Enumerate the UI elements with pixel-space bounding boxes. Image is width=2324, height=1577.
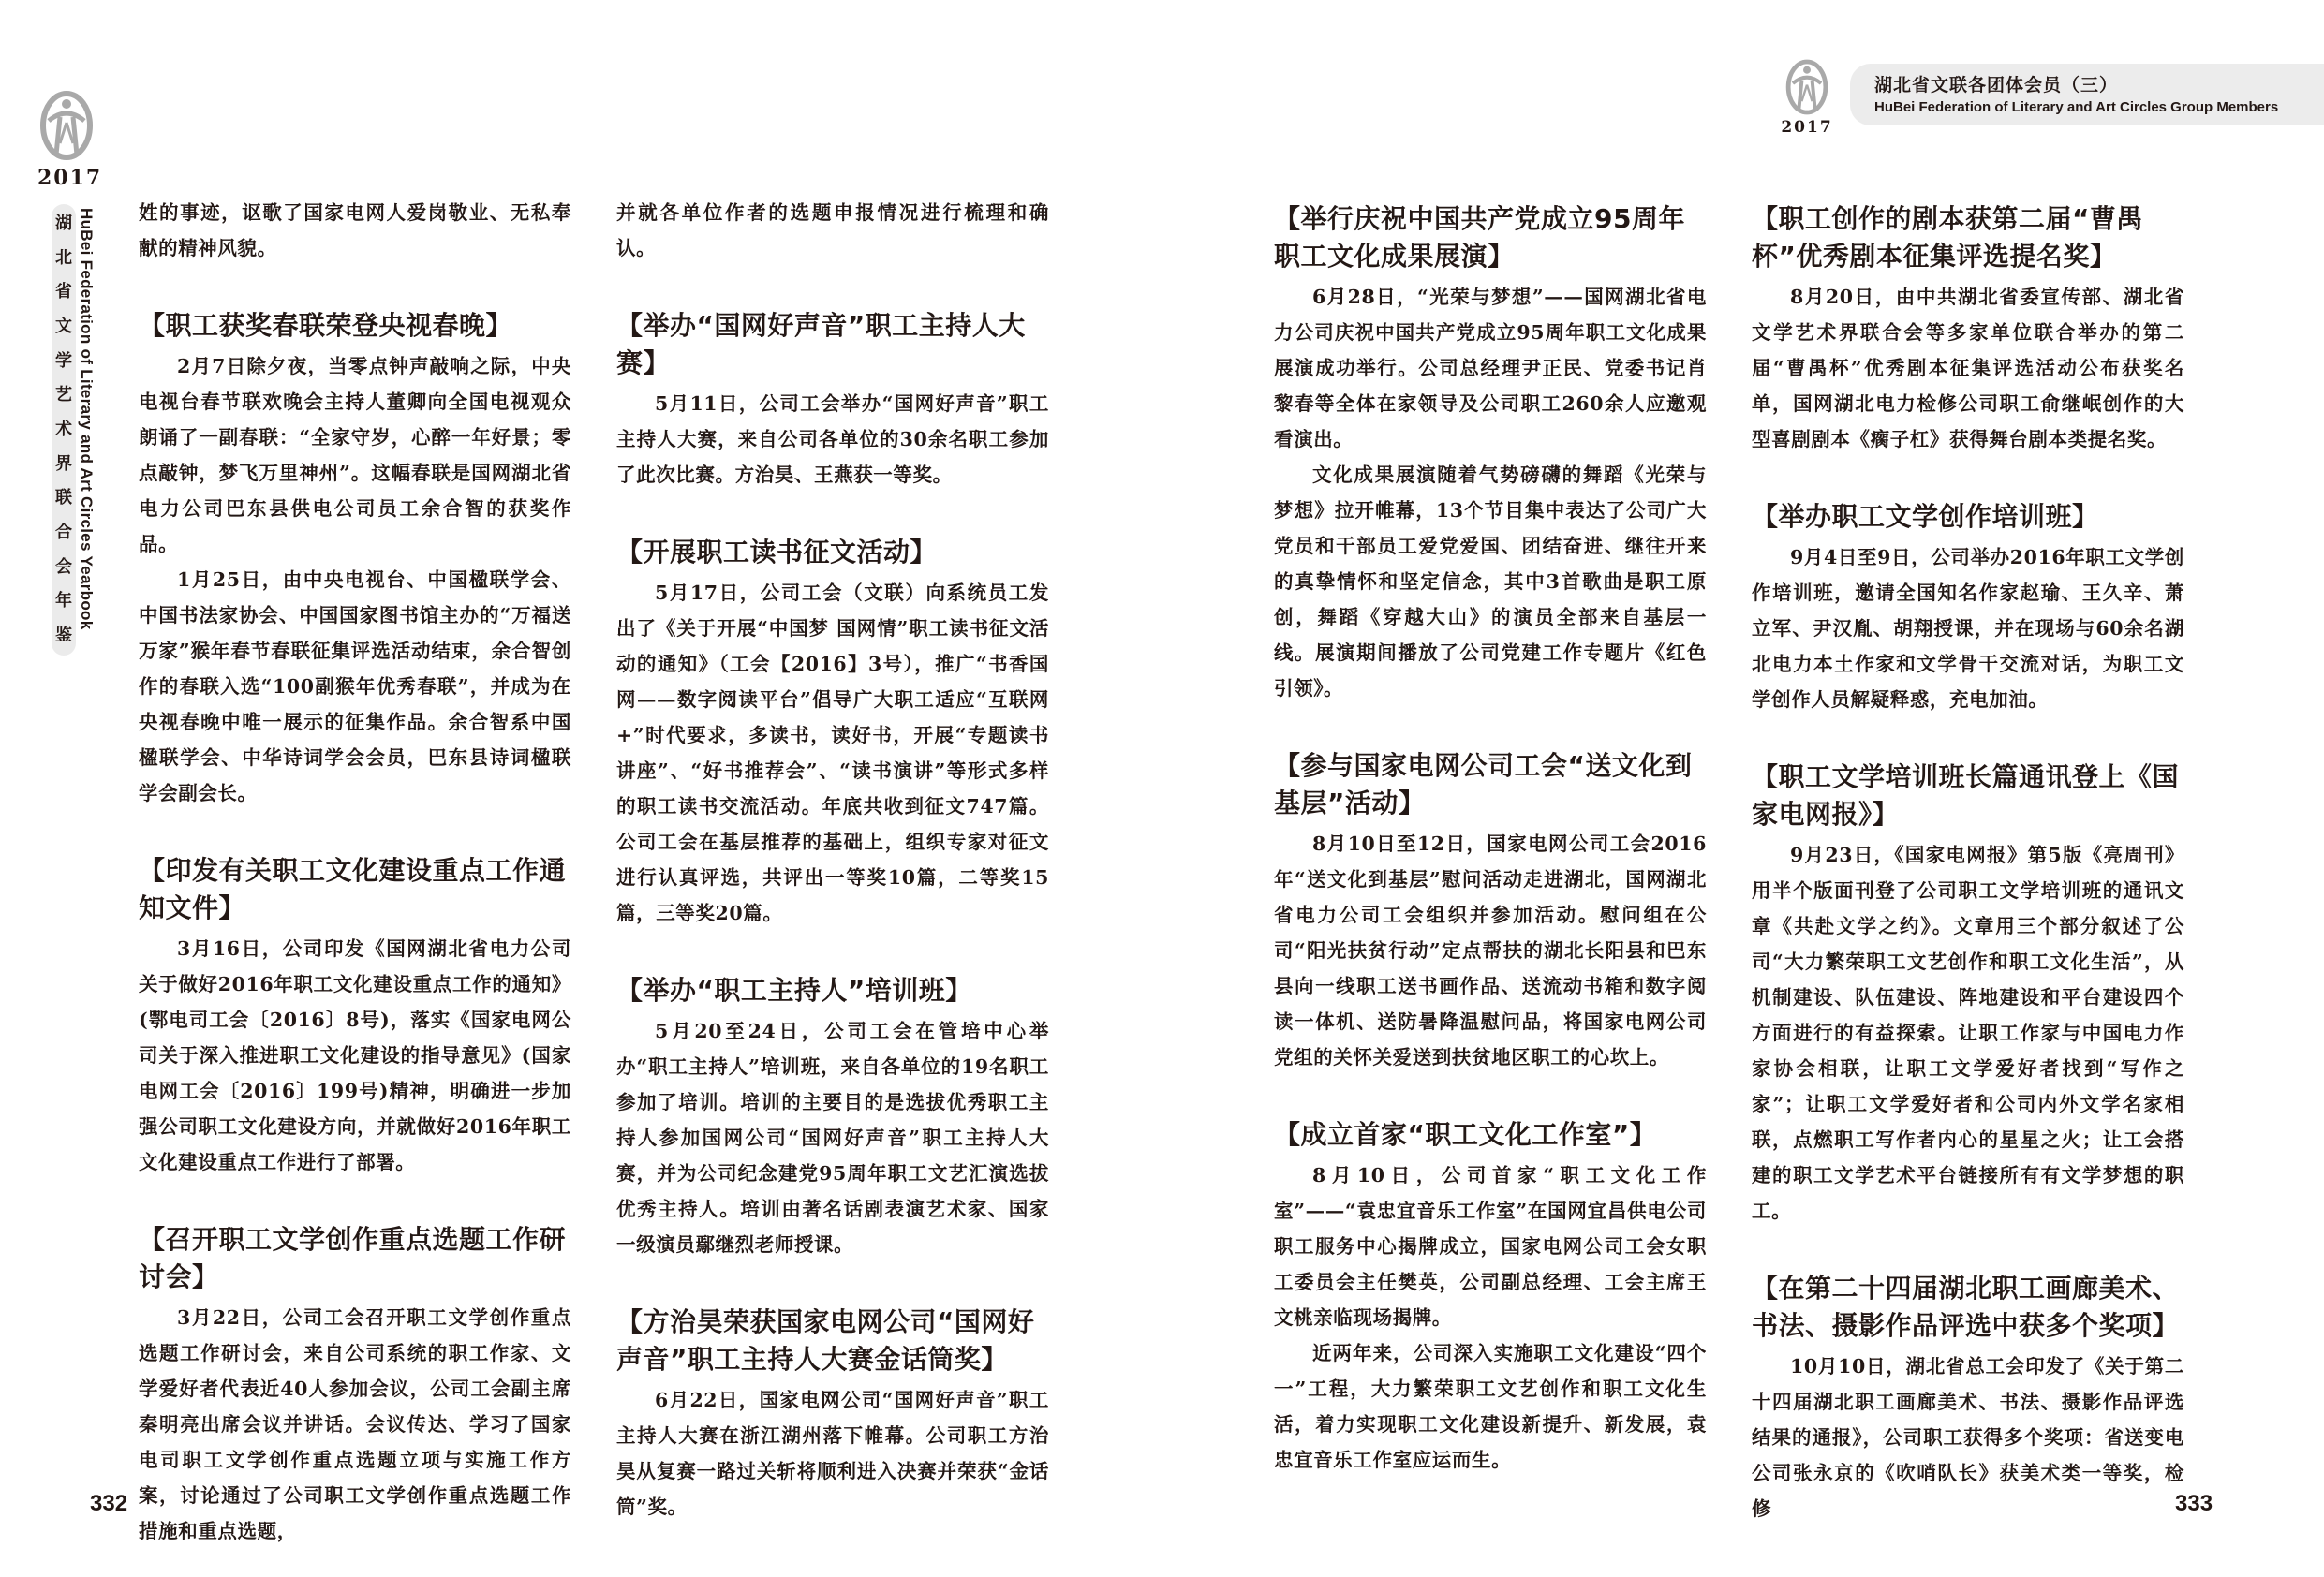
page-number: 332 xyxy=(90,1491,128,1516)
left-column-1 xyxy=(139,195,571,1549)
sidebar-char: 合 xyxy=(55,522,72,542)
article-paragraph: 9月23日，《国家电网报》第5版《亮周刊》用半个版面刊登了公司职工文学培训班的通讯文章《共赴文学之约》。文章用三个部分叙述了公司“大力繁荣职工文艺创作和职工文化生活”，从机制建设、队伍建设、阵地建设和平台建设四个方面进行的有益探索。让职工作家与中国电力作家协会相联，让职工文学爱好者找到“写作之家”；让职工文学爱好者和公司内外文学名家相联，点燃职工写作者内心的星星之火；让工会搭建的职工文学艺术平台链接所有有文学梦想的职工。 xyxy=(1752,844,2184,1222)
article-heading: 【方治昊荣获国家电网公司“国网好声音”职工主持人大赛金话筒奖】 xyxy=(616,1306,1035,1375)
article-paragraph: 10月10日，湖北省总工会印发了《关于第二十四届湖北职工画廊美术、书法、摄影作品评选结果的通报》，公司职工获得多个奖项：省送变电公司张永京的《吹哨队长》获美术类一等奖，检修 xyxy=(1752,1355,2184,1520)
yearbook-vertical-title-zh xyxy=(52,204,76,656)
sidebar-char: 文 xyxy=(55,316,72,336)
article-heading: 【职工文学培训班长篇通讯登上《国家电网报》】 xyxy=(1752,761,2180,830)
article-paragraph: 3月16日，公司印发《国网湖北省电力公司关于做好2016年职工文化建设重点工作的通知》(鄂电司工会〔2016〕8号)，落实《国家电网公司关于深入推进职工文化建设的指导意见》(国家电网工会〔2016〕199号)精神，明确进一步加强公司职工文化建设方向，并就做好2016年职工文化建设重点工作进行了部署。 xyxy=(139,937,571,1173)
article-paragraph: 6月28日，“光荣与梦想”——国网湖北省电力公司庆祝中国共产党成立95周年职工文化成果展演成功举行。公司总经理尹正民、党委书记肖黎春等全体在家领导及公司职工260余人应邀观看演出。 xyxy=(1274,286,1707,450)
article-heading: 【召开职工文学创作重点选题工作研讨会】 xyxy=(139,1224,567,1292)
sidebar-char: 艺 xyxy=(55,385,72,405)
article-heading: 【举办职工文学创作培训班】 xyxy=(1752,501,2099,532)
sidebar-char: 年 xyxy=(55,591,72,612)
article-paragraph: 近两年来，公司深入实施职工文化建设“四个一”工程，大力繁荣职工文艺创作和职工文化生活，着力实现职工文化建设新提升、新发展，袁忠宜音乐工作室应运而生。 xyxy=(1274,1342,1707,1471)
article-paragraph: 5月11日，公司工会举办“国网好声音”职工主持人大赛，来自公司各单位的30余名职工参加了此次比赛。方治昊、王燕获一等奖。 xyxy=(616,392,1049,486)
article-heading: 【举办“国网好声音”职工主持人大赛】 xyxy=(616,310,1026,378)
yearbook-vertical-title-en: HuBei Federation of Literary and Art Circles Yearbook xyxy=(78,208,96,630)
article-paragraph: 1月25日，由中央电视台、中国楹联学会、中国书法家协会、中国国家图书馆主办的“万福送万家”猴年春节春联征集评选活动结束，余合智创作的春联入选“100副猴年优秀春联”，并成为在央视春晚中唯一展示的征集作品。余合智系中国楹联学会、中华诗词学会会员，巴东县诗词楹联学会副会长。 xyxy=(139,568,571,804)
sidebar-char: 联 xyxy=(55,488,72,508)
sidebar-char: 北 xyxy=(55,247,72,268)
logo-year: 2017 xyxy=(1781,118,1833,137)
section-header xyxy=(1850,64,2324,125)
article-paragraph: 6月22日，国家电网公司“国网好声音”职工主持人大赛在浙江湖州落下帷幕。公司职工方治昊从复赛一路过关斩将顺利进入决赛并荣获“金话筒”奖。 xyxy=(616,1389,1049,1518)
logo-year: 2017 xyxy=(37,166,103,190)
article-paragraph: 文化成果展演随着气势磅礴的舞蹈《光荣与梦想》拉开帷幕，13个节目集中表达了公司广大党员和干部员工爱党爱国、团结奋进、继往开来的真挚情怀和坚定信念，其中3首歌曲是职工原创，舞蹈《穿越大山》的演员全部来自基层一线。展演期间播放了公司党建工作专题片《红色引领》。 xyxy=(1274,464,1707,700)
right-column-2 xyxy=(1752,195,2184,1526)
article-heading: 【印发有关职工文化建设重点工作通知文件】 xyxy=(139,855,567,923)
article-paragraph: 8月20日，由中共湖北省委宣传部、湖北省文学艺术界联合会等多家单位联合举办的第二届“曹禺杯”优秀剧本征集评选活动公布获奖名单，国网湖北电力检修公司职工俞继岷创作的大型喜剧剧本《瘸子杠》获得舞台剧本类提名奖。 xyxy=(1752,286,2184,450)
sidebar-char: 鉴 xyxy=(55,625,72,645)
article-heading: 【参与国家电网公司工会“送文化到基层”活动】 xyxy=(1274,750,1693,818)
article-paragraph: 并就各单位作者的选题申报情况进行梳理和确认。 xyxy=(616,201,1049,259)
article-paragraph: 3月22日，公司工会召开职工文学创作重点选题工作研讨会，来自公司系统的职工作家、文学爱好者代表近40人参加会议，公司工会副主席秦明亮出席会议并讲话。会议传达、学习了国家电司职工文学创作重点选题立项与实施工作方案，讨论通过了公司职工文学创作重点选题工作措施和重点选题， xyxy=(139,1306,571,1542)
article-heading: 【职工获奖春联荣登央视春晚】 xyxy=(139,310,513,341)
article-heading: 【职工创作的剧本获第二届“曹禺杯”优秀剧本征集评选提名奖】 xyxy=(1752,203,2143,272)
article-heading: 【成立首家“职工文化工作室”】 xyxy=(1274,1119,1657,1150)
sidebar-char: 省 xyxy=(55,282,72,302)
article-heading: 【举办“职工主持人”培训班】 xyxy=(616,975,972,1006)
left-column-2 xyxy=(616,195,1049,1525)
federation-logo xyxy=(1781,58,1833,137)
article-paragraph: 5月20至24日，公司工会在管培中心举办“职工主持人”培训班，来自各单位的19名职工参加了培训。培训的主要目的是选拔优秀职工主持人参加国网公司“国网好声音”职工主持人大赛，并为公司纪念建党95周年职工文艺汇演选拔优秀主持人。培训由著名话剧表演艺术家、国家一级演员鄢继烈老师授课。 xyxy=(616,1020,1049,1256)
article-heading: 【开展职工读书征文活动】 xyxy=(616,537,938,567)
article-heading: 【举行庆祝中国共产党成立95周年职工文化成果展演】 xyxy=(1274,203,1685,272)
section-title-zh: 湖北省文联各团体会员（三） xyxy=(1874,75,2119,96)
article-paragraph: 2月7日除夕夜，当零点钟声敲响之际，中央电视台春节联欢晚会主持人董卿向全国电视观众朗诵了一副春联：“全家守岁，心醉一年好景；零点敲钟，梦飞万里神州”。这幅春联是国网湖北省电力公司巴东县供电公司员工余合智的获奖作品。 xyxy=(139,355,571,555)
federation-emblem-icon xyxy=(1784,58,1830,116)
page-number: 333 xyxy=(2175,1491,2213,1516)
federation-emblem-icon xyxy=(39,89,94,162)
article-paragraph: 9月4日至9日，公司举办2016年职工文学创作培训班，邀请全国知名作家赵瑜、王久辛、萧立军、尹汉胤、胡翔授课，并在现场与60余名湖北电力本土作家和文学骨干交流对话，为职工文学创作人员解疑释惑，充电加油。 xyxy=(1752,546,2184,711)
sidebar-char: 会 xyxy=(55,556,72,577)
article-paragraph: 姓的事迹，讴歌了国家电网人爱岗敬业、无私奉献的精神风貌。 xyxy=(139,201,571,259)
sidebar-char: 界 xyxy=(55,453,72,474)
article-heading: 【在第二十四届湖北职工画廊美术、书法、摄影作品评选中获多个奖项】 xyxy=(1752,1273,2180,1341)
right-page xyxy=(1162,0,2324,1577)
article-paragraph: 8月10日至12日，国家电网公司工会2016年“送文化到基层”慰问活动走进湖北，国网湖北省电力公司工会组织并参加活动。慰问组在公司“阳光扶贫行动”定点帮扶的湖北长阳县和巴东县向一线职工送书画作品、送流动书箱和数字阅读一体机、送防暑降温慰问品，将国家电网公司党组的关怀关爱送到扶贫地区职工的心坎上。 xyxy=(1274,833,1707,1069)
federation-logo xyxy=(37,89,103,190)
article-paragraph: 5月17日，公司工会（文联）向系统员工发出了《关于开展“中国梦 国网情”职工读书征文活动的通知》（工会【2016】3号），推广“书香国网——数字阅读平台”倡导广大职工适应“互联网+”时代要求，多读书，读好书，开展“专题读书讲座”、“好书推荐会”、“读书演讲”等形式多样的职工读书交流活动。年底共收到征文747篇。公司工会在基层推荐的基础上，组织专家对征文进行认真评选，共评出一等奖10篇，二等奖15篇，三等奖20篇。 xyxy=(616,582,1049,924)
sidebar-char: 学 xyxy=(55,350,72,371)
right-column-1 xyxy=(1274,195,1707,1478)
article-paragraph: 8月10日，公司首家“职工文化工作室”——“袁忠宜音乐工作室”在国网宜昌供电公司职工服务中心揭牌成立，国家电网公司工会女职工委员会主任樊英，公司副总经理、工会主席王文桃亲临现场揭牌。 xyxy=(1274,1164,1707,1329)
section-title-en: HuBei Federation of Literary and Art Circles Group Members xyxy=(1874,99,2279,115)
sidebar-char: 湖 xyxy=(55,214,72,233)
sidebar-char: 术 xyxy=(55,419,72,439)
